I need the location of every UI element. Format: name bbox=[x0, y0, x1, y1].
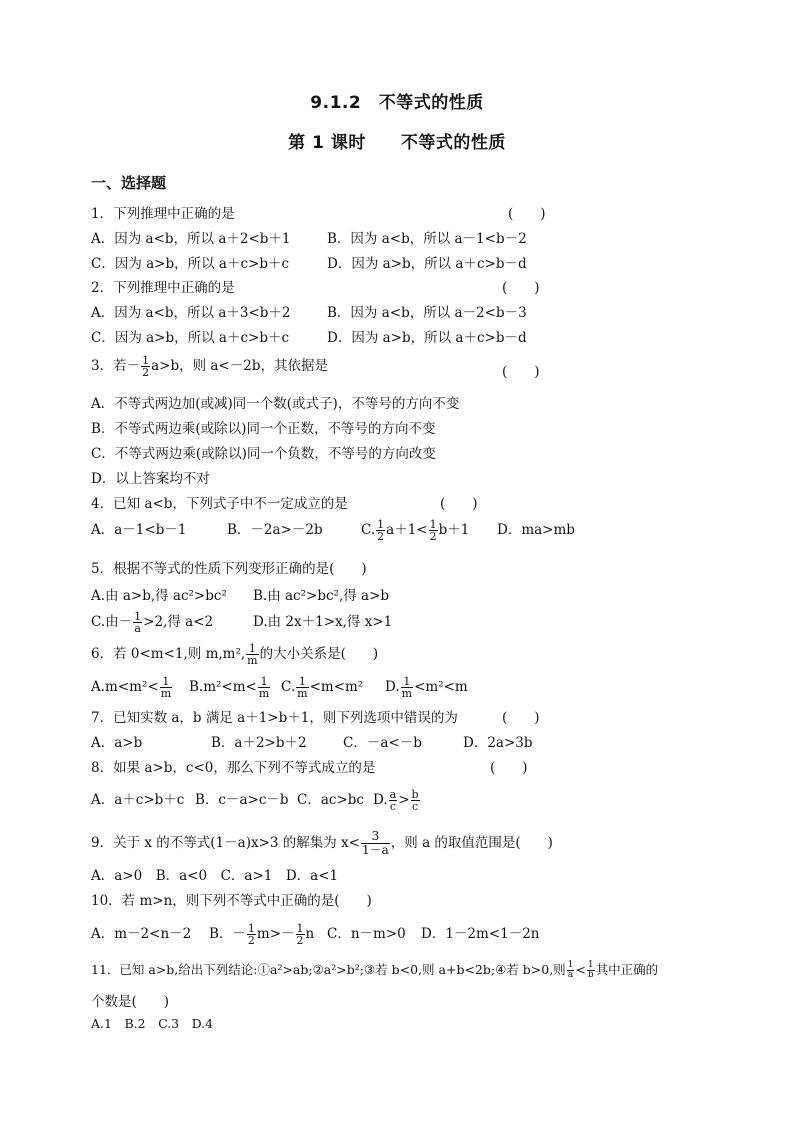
question-6-stem: 6．若 0<m<1,则 m,m², $\frac{1}{m}$ 的大小关系是( ) bbox=[91, 642, 379, 667]
question-11-options: A.1 B.2 C.3 D.4 bbox=[91, 1016, 214, 1031]
option-c: C．n－m>0 bbox=[327, 926, 406, 942]
lesson-subtitle: 第 1 课时 不等式的性质 bbox=[288, 133, 506, 153]
option-d: D．1－2m<1－2n bbox=[421, 926, 540, 942]
option-b: B．－ $\frac{1}{2}$ m>－ $\frac{1}{2}$ n bbox=[209, 922, 315, 947]
option-d: D. $\frac{a}{c}$ > $\frac{b}{c}$ bbox=[373, 788, 419, 813]
option-d: D. $\frac{1}{m}$ <m²<m bbox=[385, 675, 468, 700]
lesson-title: 9.1.2 不等式的性质 bbox=[310, 93, 484, 113]
question-1-options-row2 bbox=[91, 252, 527, 272]
option-a: A．a＋c>b＋c bbox=[91, 792, 185, 808]
question-3-option-c: C．不等式两边乘(或除以)同一个负数，不等号的方向改变 bbox=[91, 446, 436, 462]
option-c: C．因为 a>b，所以 a＋c>b＋c bbox=[91, 256, 290, 272]
option-a: A.由 a>b,得 ac²>bc² bbox=[91, 588, 227, 604]
question-10-stem: 10．若 m>n，则下列不等式中正确的是( ) bbox=[91, 893, 372, 909]
option-b: B．因为 a<b，所以 a－2<b－3 bbox=[327, 305, 527, 321]
question-11-stem-line2: 个数是( ) bbox=[91, 994, 170, 1010]
option-a: A．因为 a<b，所以 a＋3<b＋2 bbox=[91, 305, 291, 321]
answer-blank: ( ) bbox=[502, 280, 540, 296]
option-d: D．因为 a>b，所以 a＋c>b－d bbox=[327, 330, 527, 346]
option-b: B．因为 a<b，所以 a－1<b－2 bbox=[327, 231, 527, 247]
option-d: D．因为 a>b，所以 a＋c>b－d bbox=[327, 256, 527, 272]
option-a: A．a>b bbox=[91, 735, 143, 751]
question-3-stem: 3．若－ $\frac{1}{2}$ a>b，则 a<－2b，其依据是 bbox=[91, 354, 328, 379]
question-2-options-row1 bbox=[91, 301, 527, 321]
option-d: D．2a>3b bbox=[463, 735, 533, 751]
option-d: D.由 2x＋1>x,得 x>1 bbox=[253, 614, 393, 630]
question-9-options: A．a>0 B．a<0 C．a>1 D．a<1 bbox=[91, 868, 339, 884]
fraction: $\frac{1}{2}$ bbox=[142, 354, 150, 379]
question-7-stem: 7．已知实数 a，b 满足 a＋1>b＋1，则下列选项中错误的为 bbox=[91, 710, 458, 726]
answer-blank: ( ) bbox=[440, 496, 478, 512]
option-c: C. $\frac{1}{2}$ a＋1< $\frac{1}{2}$ b＋1 bbox=[361, 518, 470, 543]
question-3-option-d: D．以上答案均不对 bbox=[91, 471, 210, 487]
question-10-options bbox=[91, 922, 540, 946]
question-8-options bbox=[91, 788, 421, 812]
question-2-options-row2 bbox=[91, 326, 527, 346]
option-c: C.由－ $\frac{1}{a}$ >2,得 a<2 bbox=[91, 610, 214, 635]
question-7-options bbox=[91, 731, 533, 751]
option-a: A．a－1<b－1 bbox=[91, 522, 187, 538]
question-1-options-row1 bbox=[91, 227, 527, 247]
question-6-options bbox=[91, 676, 468, 699]
answer-blank: ( ) bbox=[490, 760, 528, 776]
option-b: B．－2a>－2b bbox=[227, 522, 323, 538]
option-a: A．m－2<n－2 bbox=[91, 926, 192, 942]
question-1-stem: 1．下列推理中正确的是 bbox=[91, 206, 235, 222]
question-5-options-row2 bbox=[91, 610, 392, 634]
section-heading: 一、选择题 bbox=[91, 174, 167, 192]
option-b: B．c－a>c－b bbox=[195, 792, 289, 808]
answer-blank: ( ) bbox=[508, 206, 546, 222]
option-a: A.m<m²< $\frac{1}{m}$ bbox=[91, 675, 172, 700]
option-b: B.m²<m< $\frac{1}{m}$ bbox=[189, 675, 270, 700]
question-9-stem: 9．关于 x 的不等式(1－a)x>3 的解集为 x< $\frac{3}{1-a}$ ，则 a 的取值范围是( ) bbox=[91, 829, 553, 857]
question-3-option-a: A．不等式两边加(或减)同一个数(或式子)，不等号的方向不变 bbox=[91, 396, 460, 412]
option-c: C．－a<－b bbox=[343, 735, 422, 751]
answer-blank: ( ) bbox=[502, 364, 540, 380]
question-5-options-row1 bbox=[91, 584, 389, 604]
question-11-stem: 11．已知 a>b,给出下列结论:①a²>ab;②a²>b²;③若 b<0,则 a+b<2b;④若 b>0,则 $\frac{1}{a}$ < $\frac{1}{b}$ 其中正确的 bbox=[91, 960, 659, 980]
question-4-options bbox=[91, 518, 575, 542]
option-b: B．a＋2>b＋2 bbox=[211, 735, 307, 751]
question-8-stem: 8．如果 a>b，c<0，那么下列不等式成立的是 bbox=[91, 760, 376, 776]
option-b: B.由 ac²>bc²,得 a>b bbox=[253, 588, 390, 604]
question-5-stem: 5．根据不等式的性质下列变形正确的是( ) bbox=[91, 561, 367, 577]
question-3-option-b: B．不等式两边乘(或除以)同一个正数，不等号的方向不变 bbox=[91, 421, 436, 437]
option-c: C．ac>bc bbox=[297, 792, 364, 808]
option-c: C. $\frac{1}{m}$ <m<m² bbox=[281, 675, 364, 700]
option-d: D．ma>mb bbox=[497, 522, 575, 538]
question-4-stem: 4．已知 a<b，下列式子中不一定成立的是 bbox=[91, 496, 348, 512]
question-2-stem: 2．下列推理中正确的是 bbox=[91, 280, 235, 296]
answer-blank: ( ) bbox=[502, 710, 540, 726]
option-a: A．因为 a<b，所以 a＋2<b＋1 bbox=[91, 231, 291, 247]
option-c: C．因为 a>b，所以 a＋c>b＋c bbox=[91, 330, 290, 346]
